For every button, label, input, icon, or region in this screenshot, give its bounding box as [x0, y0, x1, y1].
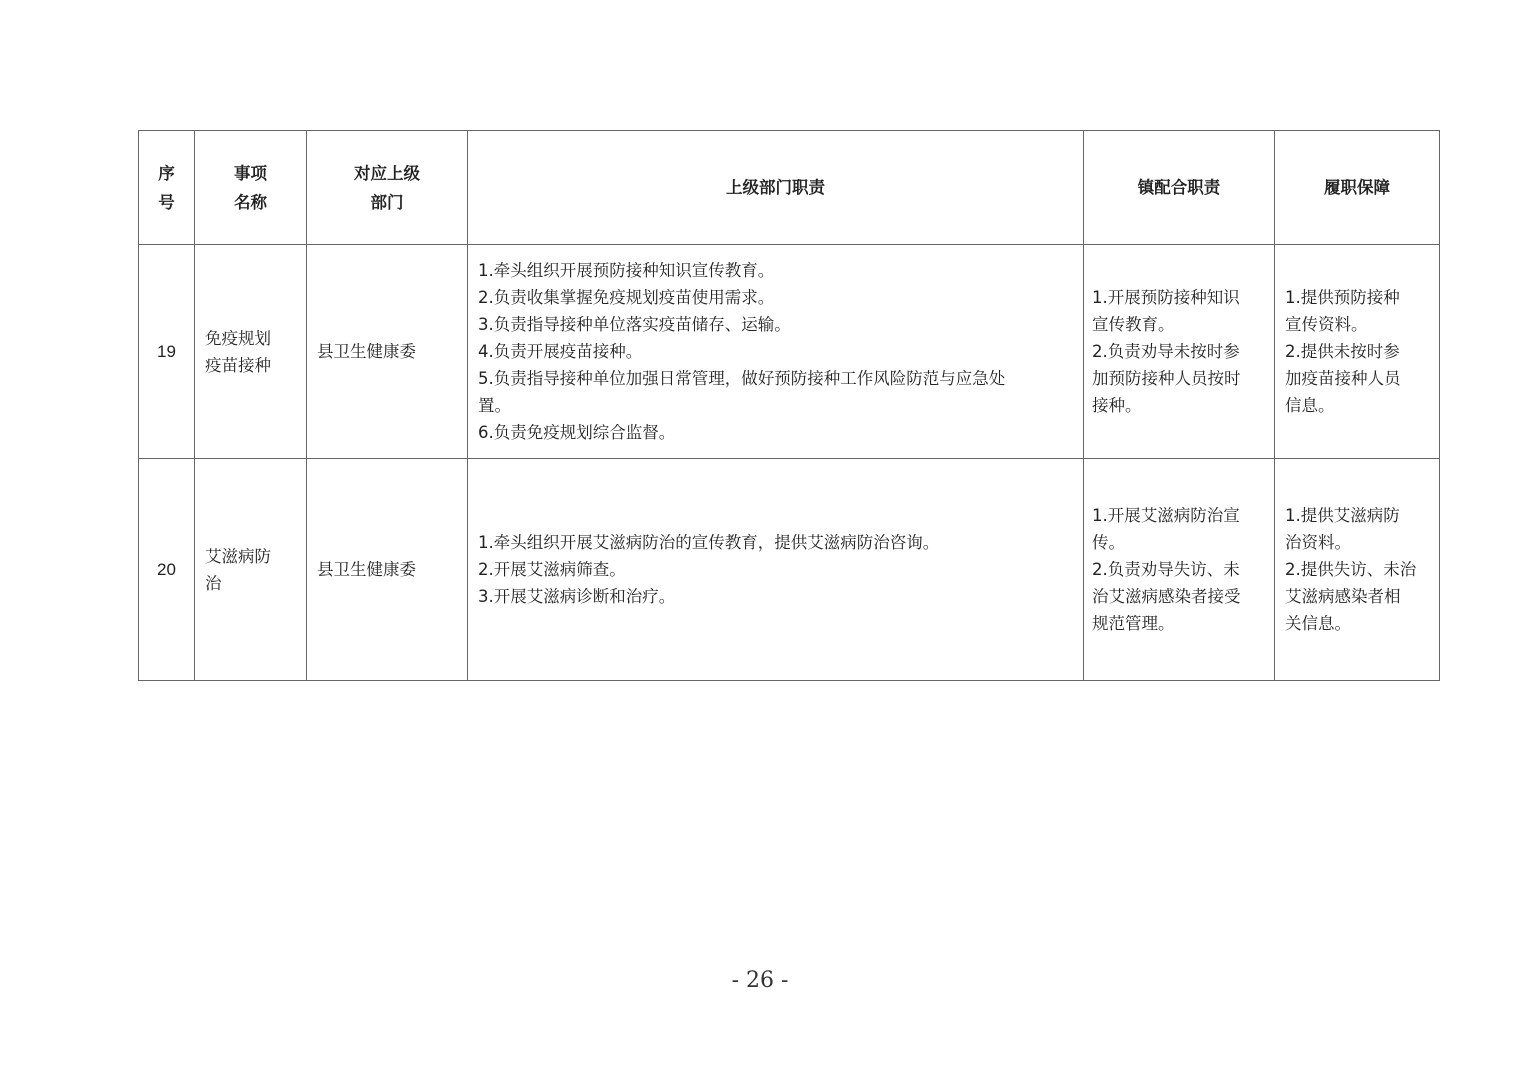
row-duties — [468, 459, 1084, 681]
duty-table — [138, 130, 1440, 681]
row-town-duties — [1084, 245, 1275, 459]
header-dept — [307, 131, 468, 245]
row-support — [1275, 245, 1440, 459]
town-duty-line: 宣传教育。 — [1092, 315, 1175, 334]
row-dept: 县卫生健康委 — [307, 245, 468, 459]
page-number: - 26 - — [731, 968, 789, 993]
table-row — [139, 245, 1440, 459]
duty-line: 4.负责开展疫苗接种。 — [478, 342, 643, 361]
duty-line: 5.负责指导接种单位加强日常管理，做好预防接种工作风险防范与应急处 — [478, 369, 1006, 388]
duty-line: 6.负责免疫规划综合监督。 — [478, 423, 676, 442]
row-item-name — [195, 245, 307, 459]
duty-line: 2.开展艾滋病筛查。 — [478, 560, 626, 579]
row-seq: 20 — [139, 459, 195, 681]
support-line: 艾滋病感染者相 — [1285, 587, 1401, 606]
table-row — [139, 459, 1440, 681]
town-duty-line: 传。 — [1092, 533, 1125, 552]
header-seq-line2: 号 — [158, 192, 175, 212]
support-line: 1.提供预防接种 — [1285, 288, 1400, 307]
support-line: 关信息。 — [1285, 614, 1351, 633]
duty-line: 3.负责指导接种单位落实疫苗储存、运输。 — [478, 315, 791, 334]
support-line: 1.提供艾滋病防 — [1285, 506, 1400, 525]
header-support: 履职保障 — [1275, 131, 1440, 245]
item-name-line: 治 — [205, 573, 222, 593]
item-name-line: 艾滋病防 — [205, 546, 271, 566]
row-support — [1275, 459, 1440, 681]
header-town: 镇配合职责 — [1084, 131, 1275, 245]
item-name-line: 免疫规划 — [205, 328, 271, 348]
town-duty-line: 治艾滋病感染者接受 — [1092, 587, 1241, 606]
row-town-duties — [1084, 459, 1275, 681]
header-item-line2: 名称 — [234, 192, 267, 212]
header-item-line1: 事项 — [234, 163, 267, 183]
support-line: 2.提供未按时参 — [1285, 342, 1400, 361]
town-duty-line: 1.开展艾滋病防治宣 — [1092, 506, 1240, 525]
town-duty-line: 2.负责劝导未按时参 — [1092, 342, 1240, 361]
row-item-name — [195, 459, 307, 681]
item-name-line: 疫苗接种 — [205, 355, 271, 375]
town-duty-line: 接种。 — [1092, 396, 1142, 415]
header-seq — [139, 131, 195, 245]
header-duties: 上级部门职责 — [468, 131, 1084, 245]
town-duty-line: 1.开展预防接种知识 — [1092, 288, 1240, 307]
duty-line: 1.牵头组织开展艾滋病防治的宣传教育，提供艾滋病防治咨询。 — [478, 533, 940, 552]
town-duty-line: 规范管理。 — [1092, 614, 1175, 633]
support-line: 宣传资料。 — [1285, 315, 1368, 334]
row-seq: 19 — [139, 245, 195, 459]
town-duty-line: 加预防接种人员按时 — [1092, 369, 1241, 388]
duty-line: 1.牵头组织开展预防接种知识宣传教育。 — [478, 261, 775, 280]
row-duties — [468, 245, 1084, 459]
support-line: 治资料。 — [1285, 533, 1351, 552]
row-dept: 县卫生健康委 — [307, 459, 468, 681]
duty-line: 3.开展艾滋病诊断和治疗。 — [478, 587, 676, 606]
support-line: 加疫苗接种人员 — [1285, 369, 1401, 388]
header-dept-line1: 对应上级 — [354, 163, 420, 183]
header-item — [195, 131, 307, 245]
town-duty-line: 2.负责劝导失访、未 — [1092, 560, 1240, 579]
duty-line: 2.负责收集掌握免疫规划疫苗使用需求。 — [478, 288, 775, 307]
duty-line: 置。 — [478, 396, 511, 415]
header-dept-line2: 部门 — [370, 192, 404, 212]
header-row — [139, 131, 1440, 245]
header-seq-line1: 序 — [158, 163, 175, 183]
support-line: 2.提供失访、未治 — [1285, 560, 1417, 579]
support-line: 信息。 — [1285, 396, 1335, 415]
